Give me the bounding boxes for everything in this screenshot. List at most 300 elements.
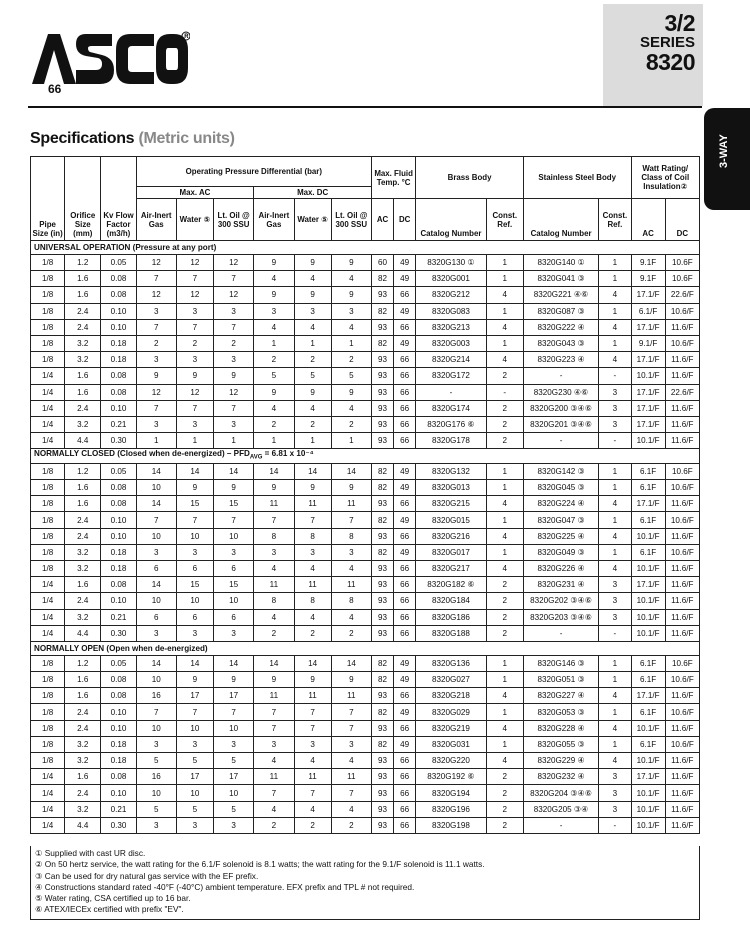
- table-cell: 93: [372, 625, 394, 641]
- table-cell: 1: [599, 655, 631, 671]
- table-cell: 11.6/F: [665, 352, 699, 368]
- table-cell: 8320G196: [416, 801, 486, 817]
- table-cell: 0.10: [101, 720, 136, 736]
- table-cell: 0.10: [101, 528, 136, 544]
- table-cell: 4: [486, 496, 523, 512]
- table-cell: 0.08: [101, 672, 136, 688]
- table-cell: 11.6/F: [665, 593, 699, 609]
- table-cell: 14: [136, 655, 176, 671]
- table-cell: 8320G029: [416, 704, 486, 720]
- table-cell: 1/4: [31, 817, 65, 833]
- table-cell: 17.1/F: [631, 577, 665, 593]
- table-cell: 1: [599, 335, 631, 351]
- table-cell: 9: [331, 287, 371, 303]
- table-cell: 4: [294, 319, 331, 335]
- table-cell: 8320G083: [416, 303, 486, 319]
- table-cell: 1: [486, 335, 523, 351]
- section-title-subscript: AVG: [249, 454, 263, 461]
- table-cell: 93: [372, 287, 394, 303]
- table-row: [31, 577, 700, 593]
- table-cell: 2: [486, 433, 523, 449]
- table-cell: 3: [599, 801, 631, 817]
- section-title-tail: = 6.81 x 10⁻⁴: [262, 449, 314, 459]
- table-cell: 0.08: [101, 384, 136, 400]
- table-cell: 22.6/F: [665, 287, 699, 303]
- table-cell: 7: [254, 512, 294, 528]
- table-cell: 16: [136, 769, 176, 785]
- table-cell: 4: [331, 753, 371, 769]
- table-cell: 66: [394, 287, 416, 303]
- table-cell: 0.08: [101, 480, 136, 496]
- table-cell: 66: [394, 720, 416, 736]
- table-cell: 1/8: [31, 352, 65, 368]
- table-row: [31, 593, 700, 609]
- header-temp-dc: DC: [394, 199, 416, 241]
- table-cell: 4: [486, 688, 523, 704]
- table-cell: 49: [394, 463, 416, 479]
- table-cell: 1: [599, 271, 631, 287]
- table-cell: 0.30: [101, 433, 136, 449]
- table-cell: 66: [394, 352, 416, 368]
- table-cell: 82: [372, 544, 394, 560]
- table-cell: 49: [394, 303, 416, 319]
- table-cell: 7: [176, 400, 213, 416]
- table-cell: 0.18: [101, 544, 136, 560]
- table-row: [31, 287, 700, 303]
- table-cell: 7: [136, 271, 176, 287]
- table-cell: 17.1/F: [631, 400, 665, 416]
- table-row: [31, 384, 700, 400]
- table-cell: 7: [214, 319, 254, 335]
- table-cell: 1.2: [65, 255, 101, 271]
- table-cell: 3: [331, 736, 371, 752]
- side-tab[interactable]: [704, 108, 750, 210]
- table-cell: 2: [176, 335, 213, 351]
- table-cell: 10.1/F: [631, 609, 665, 625]
- table-cell: 10.1/F: [631, 753, 665, 769]
- table-row: [31, 400, 700, 416]
- table-cell: 49: [394, 704, 416, 720]
- table-cell: 2.4: [65, 512, 101, 528]
- table-cell: 8320G045 ③: [523, 480, 598, 496]
- table-cell: 17.1/F: [631, 769, 665, 785]
- table-cell: 8320G142 ③: [523, 463, 598, 479]
- table-cell: 9: [294, 287, 331, 303]
- table-cell: 3: [136, 625, 176, 641]
- table-cell: 3: [214, 544, 254, 560]
- table-cell: 4: [599, 560, 631, 576]
- table-row: [31, 688, 700, 704]
- table-cell: 2.4: [65, 400, 101, 416]
- table-cell: 11: [254, 577, 294, 593]
- header-ss-catalog: Catalog Number: [523, 199, 598, 241]
- table-cell: 2: [486, 769, 523, 785]
- table-cell: 3: [136, 736, 176, 752]
- table-cell: 17: [176, 769, 213, 785]
- table-cell: 93: [372, 433, 394, 449]
- table-cell: 10.6/F: [665, 672, 699, 688]
- table-cell: 82: [372, 303, 394, 319]
- table-cell: -: [599, 433, 631, 449]
- table-cell: 7: [214, 400, 254, 416]
- table-cell: 10: [214, 528, 254, 544]
- table-cell: 82: [372, 704, 394, 720]
- header-dc-air: Air-Inert Gas: [254, 199, 294, 241]
- table-cell: 6.1F: [631, 655, 665, 671]
- table-cell: 1/8: [31, 255, 65, 271]
- table-cell: 10: [136, 785, 176, 801]
- table-cell: 1: [136, 433, 176, 449]
- table-cell: 0.10: [101, 400, 136, 416]
- table-cell: 7: [214, 512, 254, 528]
- series-number: 8320: [645, 49, 695, 75]
- series-box: [603, 4, 703, 106]
- table-cell: 12: [214, 255, 254, 271]
- table-cell: 8320G013: [416, 480, 486, 496]
- table-cell: 9: [176, 368, 213, 384]
- table-cell: 8: [254, 593, 294, 609]
- table-cell: -: [486, 384, 523, 400]
- table-cell: 4: [599, 528, 631, 544]
- table-cell: 14: [331, 655, 371, 671]
- table-cell: 1.6: [65, 368, 101, 384]
- table-cell: 49: [394, 271, 416, 287]
- table-cell: 3.2: [65, 544, 101, 560]
- table-cell: 49: [394, 736, 416, 752]
- table-cell: 3.2: [65, 609, 101, 625]
- table-cell: 7: [331, 785, 371, 801]
- table-cell: 3.2: [65, 736, 101, 752]
- table-cell: 4.4: [65, 433, 101, 449]
- table-cell: 1: [331, 433, 371, 449]
- footnote: ② On 50 hertz service, the watt rating for the 6.1/F solenoid is 8.1 watts; the watt rating for the 9.1/F solenoid is 11.1 watts.: [35, 859, 485, 870]
- table-cell: 1.6: [65, 287, 101, 303]
- table-cell: 8320G213: [416, 319, 486, 335]
- table-cell: 17: [214, 769, 254, 785]
- table-row: [31, 512, 700, 528]
- table-cell: 7: [294, 704, 331, 720]
- table-cell: 4: [254, 753, 294, 769]
- table-cell: 1/4: [31, 785, 65, 801]
- table-cell: 1/8: [31, 544, 65, 560]
- table-cell: 1: [599, 736, 631, 752]
- table-cell: 10.1/F: [631, 433, 665, 449]
- table-cell: 8320G200 ③④⑥: [523, 400, 598, 416]
- table-cell: 66: [394, 753, 416, 769]
- table-cell: 4: [254, 560, 294, 576]
- table-cell: 0.18: [101, 736, 136, 752]
- table-cell: 14: [254, 463, 294, 479]
- table-cell: 6.1F: [631, 512, 665, 528]
- table-cell: 17: [214, 688, 254, 704]
- table-cell: 3: [294, 736, 331, 752]
- table-cell: 1/8: [31, 335, 65, 351]
- table-cell: 8320G204 ③④⑥: [523, 785, 598, 801]
- table-cell: 6.1F: [631, 463, 665, 479]
- table-cell: 8320G017: [416, 544, 486, 560]
- table-cell: 3.2: [65, 335, 101, 351]
- table-cell: 0.21: [101, 609, 136, 625]
- table-cell: 4: [599, 720, 631, 736]
- table-cell: 11: [294, 769, 331, 785]
- footnote: ④ Constructions standard rated -40°F (-40°C) ambient temperature. EFX prefix and TPL # not required.: [35, 881, 415, 892]
- table-cell: 8320G194: [416, 785, 486, 801]
- table-cell: 3: [136, 352, 176, 368]
- table-cell: 66: [394, 416, 416, 432]
- table-cell: 7: [136, 400, 176, 416]
- table-cell: 11: [331, 577, 371, 593]
- table-cell: 3: [214, 736, 254, 752]
- table-cell: 60: [372, 255, 394, 271]
- table-cell: 0.08: [101, 688, 136, 704]
- table-cell: 14: [214, 655, 254, 671]
- table-cell: 8: [331, 528, 371, 544]
- table-row: [31, 704, 700, 720]
- table-cell: 9: [331, 480, 371, 496]
- table-cell: 2: [254, 625, 294, 641]
- table-cell: 1: [486, 544, 523, 560]
- table-cell: 7: [254, 704, 294, 720]
- table-row: [31, 416, 700, 432]
- table-cell: 49: [394, 544, 416, 560]
- table-cell: 9: [176, 480, 213, 496]
- table-cell: 1/8: [31, 287, 65, 303]
- table-cell: 11.6/F: [665, 785, 699, 801]
- table-cell: 2: [486, 416, 523, 432]
- table-cell: 8320G132: [416, 463, 486, 479]
- table-cell: 1: [599, 303, 631, 319]
- table-cell: 1/8: [31, 736, 65, 752]
- table-row: [31, 463, 700, 479]
- table-cell: 15: [214, 496, 254, 512]
- table-cell: 66: [394, 400, 416, 416]
- table-cell: 4: [599, 496, 631, 512]
- table-cell: 2: [331, 817, 371, 833]
- table-row: [31, 817, 700, 833]
- table-cell: 10.6F: [665, 255, 699, 271]
- table-cell: 8320G221 ④⑥: [523, 287, 598, 303]
- table-cell: 1: [294, 335, 331, 351]
- table-cell: 1/4: [31, 384, 65, 400]
- table-cell: 3: [176, 544, 213, 560]
- section-title: [31, 641, 700, 655]
- table-row: [31, 480, 700, 496]
- table-cell: 2.4: [65, 593, 101, 609]
- table-cell: 4: [254, 271, 294, 287]
- table-cell: 93: [372, 416, 394, 432]
- table-cell: 9.1/F: [631, 335, 665, 351]
- table-cell: 6: [214, 560, 254, 576]
- table-cell: 49: [394, 672, 416, 688]
- table-cell: 3: [254, 303, 294, 319]
- specifications-body: [31, 241, 700, 834]
- header-pipe-size: Pipe Size (in): [31, 157, 65, 241]
- table-cell: 93: [372, 688, 394, 704]
- table-cell: 8320G227 ④: [523, 688, 598, 704]
- table-cell: 9: [176, 672, 213, 688]
- table-cell: 1.6: [65, 271, 101, 287]
- table-cell: 8320G136: [416, 655, 486, 671]
- table-cell: 2: [486, 817, 523, 833]
- table-cell: 8320G212: [416, 287, 486, 303]
- table-cell: 1/4: [31, 609, 65, 625]
- table-cell: 0.21: [101, 416, 136, 432]
- table-cell: 7: [136, 319, 176, 335]
- table-cell: 9: [254, 255, 294, 271]
- table-cell: 2: [254, 352, 294, 368]
- table-row: [31, 352, 700, 368]
- table-cell: 10: [176, 785, 213, 801]
- table-cell: 7: [294, 512, 331, 528]
- table-cell: 6: [136, 560, 176, 576]
- table-cell: 1/4: [31, 801, 65, 817]
- table-cell: 8320G223 ④: [523, 352, 598, 368]
- header-operating-pressure: Operating Pressure Differential (bar): [136, 157, 371, 187]
- table-cell: 12: [136, 287, 176, 303]
- table-cell: 8320G053 ③: [523, 704, 598, 720]
- section-row: [31, 241, 700, 255]
- table-cell: 1/8: [31, 319, 65, 335]
- table-cell: 1: [486, 704, 523, 720]
- table-cell: 2.4: [65, 528, 101, 544]
- table-cell: 14: [214, 463, 254, 479]
- table-cell: -: [599, 625, 631, 641]
- table-cell: 0.05: [101, 463, 136, 479]
- table-cell: 5: [176, 801, 213, 817]
- table-cell: 8: [254, 528, 294, 544]
- table-cell: 8320G198: [416, 817, 486, 833]
- table-cell: 3: [294, 303, 331, 319]
- table-cell: 7: [331, 720, 371, 736]
- table-cell: 9.1F: [631, 271, 665, 287]
- table-cell: 6.1F: [631, 480, 665, 496]
- table-cell: 7: [176, 704, 213, 720]
- table-cell: 82: [372, 736, 394, 752]
- table-row: [31, 736, 700, 752]
- table-cell: 1: [599, 255, 631, 271]
- table-cell: 1: [294, 433, 331, 449]
- table-cell: 10: [214, 720, 254, 736]
- table-cell: 11.6/F: [665, 609, 699, 625]
- table-cell: 0.08: [101, 368, 136, 384]
- table-cell: 11.6/F: [665, 560, 699, 576]
- table-cell: 82: [372, 672, 394, 688]
- table-cell: 8320G031: [416, 736, 486, 752]
- table-row: [31, 255, 700, 271]
- table-cell: 7: [136, 512, 176, 528]
- table-cell: 5: [176, 753, 213, 769]
- table-cell: 3: [599, 577, 631, 593]
- table-cell: 49: [394, 512, 416, 528]
- table-cell: 7: [331, 704, 371, 720]
- table-cell: 3: [599, 416, 631, 432]
- series-label: SERIES: [639, 34, 695, 51]
- table-cell: 8320G178: [416, 433, 486, 449]
- table-cell: 17.1/F: [631, 287, 665, 303]
- table-cell: 1/8: [31, 753, 65, 769]
- table-cell: 66: [394, 384, 416, 400]
- table-cell: 66: [394, 785, 416, 801]
- table-cell: 7: [176, 271, 213, 287]
- table-cell: 8320G219: [416, 720, 486, 736]
- table-cell: 4: [294, 609, 331, 625]
- table-cell: 3: [136, 544, 176, 560]
- table-cell: 14: [136, 463, 176, 479]
- table-cell: 8320G216: [416, 528, 486, 544]
- asco-logo-mark: [30, 30, 190, 86]
- table-cell: 7: [254, 785, 294, 801]
- table-cell: 9: [294, 255, 331, 271]
- table-cell: 2: [331, 625, 371, 641]
- table-cell: 4: [294, 801, 331, 817]
- table-cell: 11: [294, 688, 331, 704]
- table-cell: 3: [214, 416, 254, 432]
- table-cell: 11.6/F: [665, 817, 699, 833]
- table-cell: 10.6/F: [665, 303, 699, 319]
- table-cell: 3: [176, 625, 213, 641]
- table-cell: 3.2: [65, 801, 101, 817]
- table-cell: 10.1/F: [631, 593, 665, 609]
- table-cell: 66: [394, 801, 416, 817]
- table-cell: 4: [599, 753, 631, 769]
- table-cell: 8320G176 ⑥: [416, 416, 486, 432]
- table-cell: 82: [372, 463, 394, 479]
- table-cell: 8320G087 ③: [523, 303, 598, 319]
- table-cell: 6: [214, 609, 254, 625]
- table-cell: 1.6: [65, 688, 101, 704]
- table-cell: 14: [136, 577, 176, 593]
- table-cell: 3: [136, 416, 176, 432]
- section-title-text: NORMALLY OPEN (Open when de-energized): [34, 643, 208, 653]
- table-cell: 49: [394, 480, 416, 496]
- table-cell: -: [523, 368, 598, 384]
- table-cell: 8320G232 ④: [523, 769, 598, 785]
- table-cell: 16: [136, 688, 176, 704]
- table-cell: 1/8: [31, 704, 65, 720]
- table-cell: 7: [176, 512, 213, 528]
- table-cell: 66: [394, 688, 416, 704]
- table-cell: 8320G043 ③: [523, 335, 598, 351]
- header-orifice-size: Orifice Size (mm): [65, 157, 101, 241]
- table-cell: 1/8: [31, 271, 65, 287]
- table-cell: 8320G230 ④⑥: [523, 384, 598, 400]
- table-cell: 4: [486, 753, 523, 769]
- table-cell: 4: [331, 400, 371, 416]
- table-cell: 3: [176, 736, 213, 752]
- table-cell: 82: [372, 271, 394, 287]
- section-title-text: UNIVERSAL OPERATION (Pressure at any port): [34, 243, 217, 252]
- table-cell: 2.4: [65, 704, 101, 720]
- table-cell: 1: [254, 335, 294, 351]
- table-cell: 12: [176, 255, 213, 271]
- table-cell: 8320G041 ③: [523, 271, 598, 287]
- table-cell: 11.6/F: [665, 416, 699, 432]
- table-cell: 9.1F: [631, 255, 665, 271]
- header-brass-const: Const. Ref.: [486, 199, 523, 241]
- table-cell: 1/4: [31, 433, 65, 449]
- table-cell: 7: [214, 704, 254, 720]
- table-cell: 8320G146 ③: [523, 655, 598, 671]
- table-cell: 0.08: [101, 496, 136, 512]
- table-cell: 17.1/F: [631, 384, 665, 400]
- table-cell: 8320G047 ③: [523, 512, 598, 528]
- table-cell: 11.6/F: [665, 400, 699, 416]
- table-cell: 14: [176, 655, 213, 671]
- table-cell: 4: [331, 271, 371, 287]
- table-row: [31, 609, 700, 625]
- table-cell: 10.6F: [665, 271, 699, 287]
- table-cell: 11.6/F: [665, 720, 699, 736]
